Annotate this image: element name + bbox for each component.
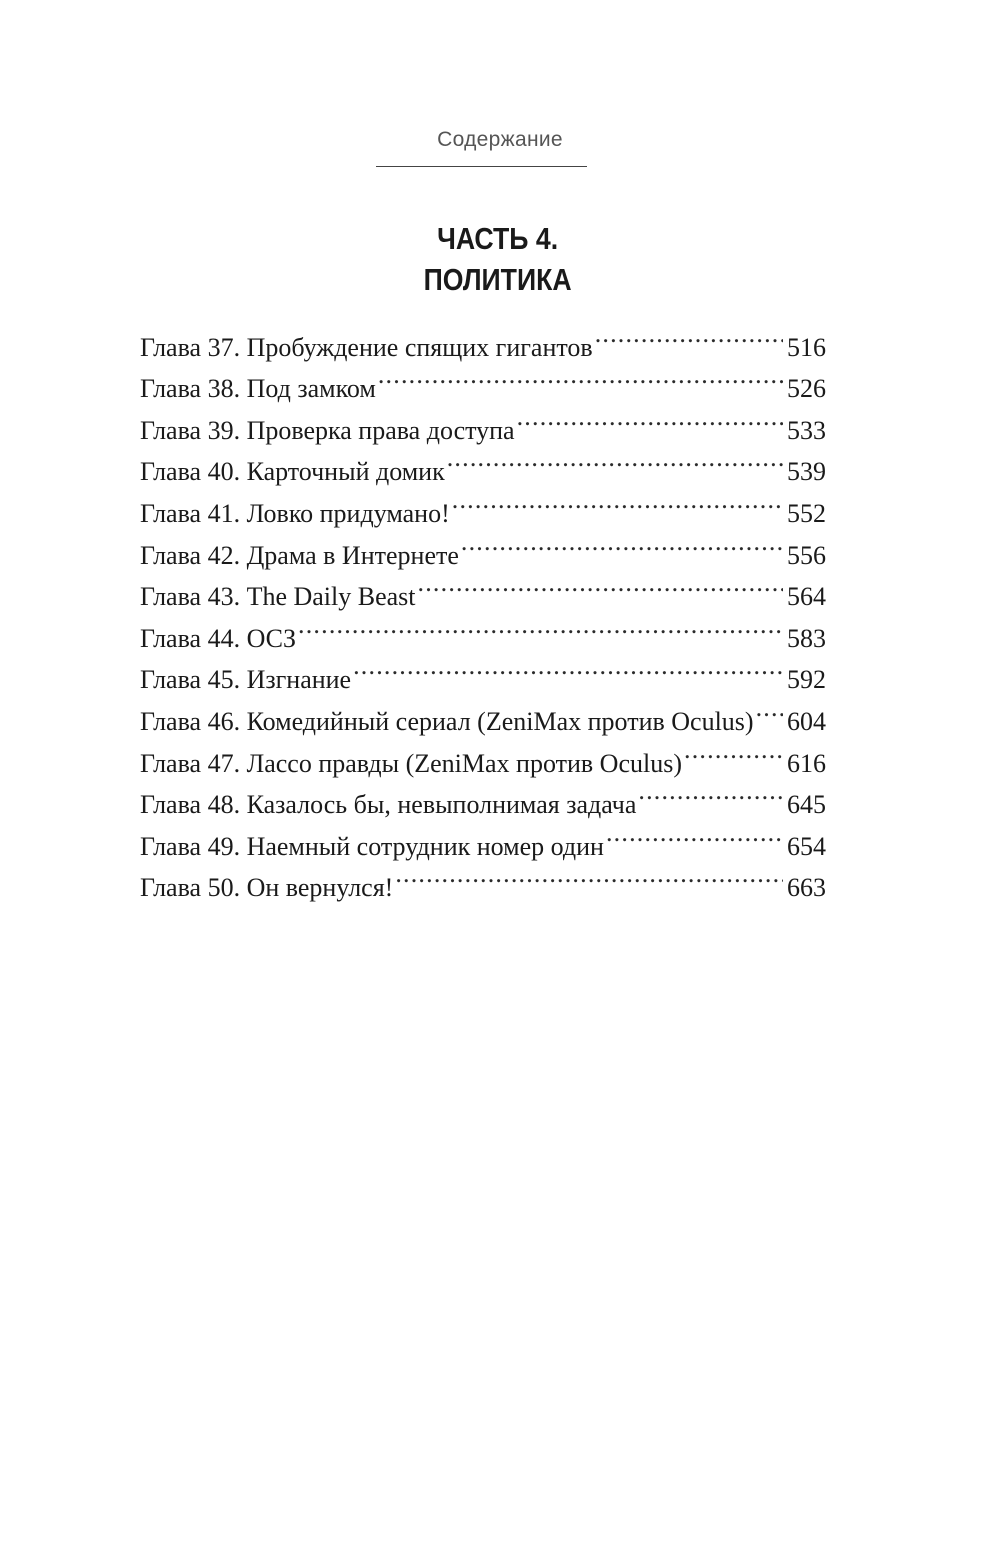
dot-leader: [606, 813, 783, 855]
dot-leader: [517, 397, 783, 439]
header-rule: [376, 166, 587, 167]
toc-entry-page: 556: [787, 540, 826, 570]
dot-leader: [418, 564, 783, 606]
dot-leader: [684, 730, 783, 772]
toc-entry-page: 663: [787, 873, 826, 903]
toc-entry-label: Глава 40. Карточный домик: [140, 457, 445, 487]
dot-leader: [353, 647, 783, 689]
part-title: [68, 218, 928, 300]
toc-entry-page: 516: [787, 332, 826, 362]
dot-leader: [756, 688, 783, 730]
toc-entry-label: Глава 44. ОСЗ: [140, 623, 297, 653]
toc-entry-label: Глава 42. Драма в Интернете: [140, 540, 459, 570]
toc-entry-label: Глава 49. Наемный сотрудник номер один: [140, 831, 604, 861]
toc-entry-label: Глава 48. Казалось бы, невыполнимая задача: [140, 790, 637, 820]
toc-entry-page: 583: [787, 623, 826, 653]
part-name: ПОЛИТИКА: [423, 262, 572, 297]
dot-leader: [378, 356, 783, 398]
toc-entry-label: Глава 41. Ловко придумано!: [140, 498, 450, 528]
toc-entry-page: 654: [787, 831, 826, 861]
toc-entry-label: Глава 39. Проверка права доступа: [140, 415, 515, 445]
toc-entry-label: Глава 50. Он вернулся!: [140, 873, 394, 903]
dot-leader: [298, 605, 783, 647]
toc-entry-page: 539: [787, 457, 826, 487]
dot-leader: [461, 522, 783, 564]
toc-entry-37: [140, 314, 826, 362]
part-number: ЧАСТЬ 4.: [437, 221, 559, 256]
toc-entry-label: Глава 37. Пробуждение спящих гигантов: [140, 332, 593, 362]
toc-entry-page: 604: [787, 706, 826, 736]
dot-leader: [595, 314, 783, 356]
dot-leader: [395, 855, 783, 897]
toc-entry-page: 616: [787, 748, 826, 778]
toc-entry-page: 533: [787, 415, 826, 445]
dot-leader: [452, 480, 783, 522]
toc-entry-label: Глава 46. Комедийный сериал (ZeniMax против Oculus): [140, 706, 754, 736]
dot-leader: [447, 439, 783, 481]
toc-entry-label: Глава 43. The Daily Beast: [140, 582, 416, 612]
dot-leader: [638, 772, 783, 814]
toc-entry-page: 526: [787, 374, 826, 404]
table-of-contents: [140, 314, 826, 903]
toc-entry-page: 564: [787, 582, 826, 612]
running-head: Содержание: [437, 128, 563, 151]
toc-entry-page: 552: [787, 498, 826, 528]
toc-entry-page: 645: [787, 790, 826, 820]
toc-entry-label: Глава 45. Изгнание: [140, 665, 352, 695]
toc-entry-page: 592: [787, 665, 826, 695]
toc-entry-label: Глава 38. Под замком: [140, 374, 376, 404]
toc-entry-label: Глава 47. Лассо правды (ZeniMax против Oculus): [140, 748, 683, 778]
